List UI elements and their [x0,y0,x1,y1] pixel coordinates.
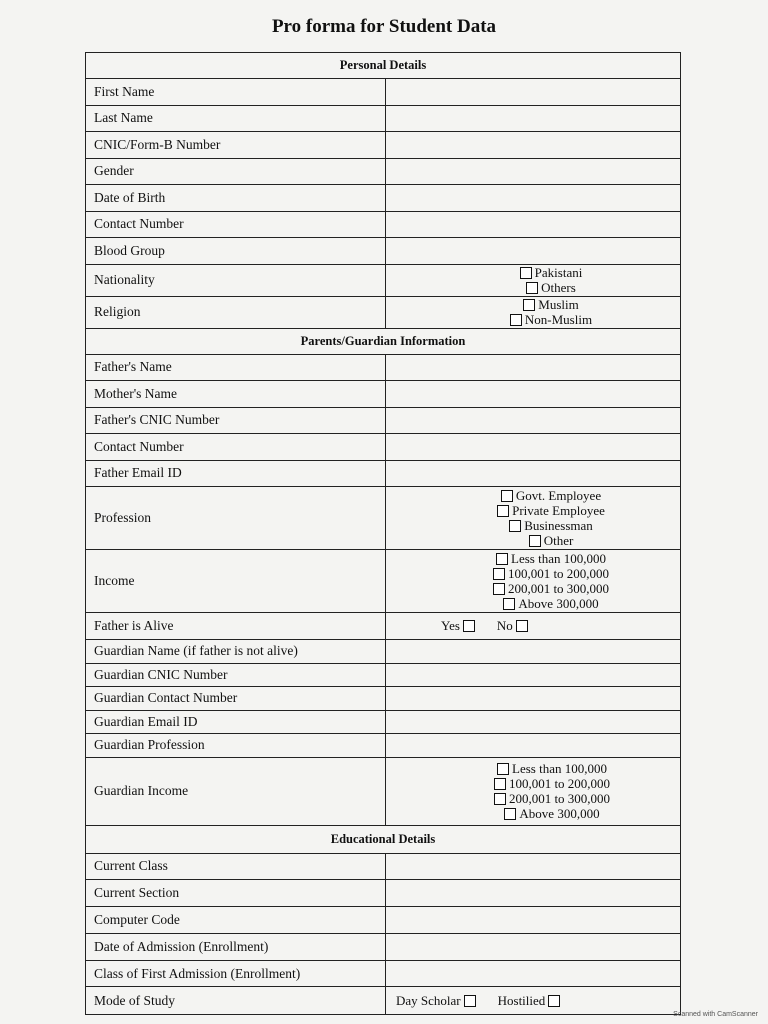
form-row [86,613,680,640]
guardian-profession-field[interactable] [386,734,680,757]
fathers-cnic-field[interactable] [386,408,680,434]
date-of-birth-field[interactable] [386,185,680,211]
form-row [86,132,680,159]
section-educational-details: Educational Details [86,826,680,854]
fathers-name-field[interactable] [386,355,680,381]
form-row [86,381,680,408]
guardian-income-option[interactable]: 200,001 to 300,000 [494,791,610,806]
nationality-options [386,265,680,296]
field-label: Current Class [86,854,386,880]
mothers-name-field[interactable] [386,381,680,407]
field-label: First Name [86,79,386,105]
income-option[interactable]: 200,001 to 300,000 [493,581,609,596]
first-admission-class-field[interactable] [386,961,680,987]
field-label: Income [86,550,386,612]
field-label: Nationality [86,265,386,296]
form-row [86,185,680,212]
field-label: Date of Birth [86,185,386,211]
field-label: Class of First Admission (Enrollment) [86,961,386,987]
field-label: Father Email ID [86,461,386,487]
checkbox[interactable] [497,505,509,517]
form-row [86,408,680,435]
form-row [86,664,680,688]
income-options [386,550,680,612]
form-row [86,487,680,550]
form-row [86,934,680,961]
first-name-field[interactable] [386,79,680,105]
contact-number-field[interactable] [386,212,680,238]
field-label: Guardian Income [86,758,386,825]
form-row [86,907,680,934]
form-row [86,461,680,488]
nationality-option[interactable]: Pakistani [520,265,583,280]
form-row [86,880,680,907]
form-row [86,79,680,106]
mode-of-study-options [386,987,680,1014]
income-option[interactable]: Less than 100,000 [496,551,606,566]
form-row [86,734,680,758]
father-alive-yes[interactable]: Yes [441,618,475,634]
field-label: Father's CNIC Number [86,408,386,434]
checkbox[interactable] [497,763,509,775]
father-alive-no[interactable]: No [497,618,528,634]
form-row [86,758,680,826]
student-form [85,52,681,1015]
checkbox[interactable] [463,620,475,632]
field-label: Gender [86,159,386,185]
checkbox[interactable] [501,490,513,502]
checkbox[interactable] [496,553,508,565]
field-label: Mode of Study [86,987,386,1014]
checkbox[interactable] [529,535,541,547]
checkbox[interactable] [464,995,476,1007]
current-class-field[interactable] [386,854,680,880]
field-label: Religion [86,297,386,328]
form-row [86,355,680,382]
checkbox[interactable] [509,520,521,532]
current-section-field[interactable] [386,880,680,906]
field-label: Guardian Profession [86,734,386,757]
field-label: Computer Code [86,907,386,933]
form-row [86,297,680,329]
page-title: Pro forma for Student Data [271,16,497,37]
income-option[interactable]: Above 300,000 [503,596,598,611]
religion-options [386,297,680,328]
form-row [86,238,680,265]
form-row [86,212,680,239]
form-row [86,550,680,613]
field-label: Contact Number [86,434,386,460]
form-row [86,434,680,461]
nationality-option[interactable]: Others [526,280,576,295]
field-label: Guardian Email ID [86,711,386,734]
field-label: Father is Alive [86,613,386,639]
profession-option[interactable]: Other [529,533,574,548]
profession-option[interactable]: Businessman [509,518,593,533]
field-label: Contact Number [86,212,386,238]
form-row [86,854,680,881]
field-label: Guardian CNIC Number [86,664,386,687]
profession-option[interactable]: Private Employee [497,503,605,518]
guardian-income-option[interactable]: 100,001 to 200,000 [494,776,610,791]
field-label: Guardian Contact Number [86,687,386,710]
form-row [86,687,680,711]
checkbox[interactable] [516,620,528,632]
profession-option[interactable]: Govt. Employee [501,488,601,503]
checkbox[interactable] [504,808,516,820]
guardian-income-option[interactable]: Less than 100,000 [497,761,607,776]
field-label: Guardian Name (if father is not alive) [86,640,386,663]
field-label: Date of Admission (Enrollment) [86,934,386,960]
checkbox[interactable] [493,568,505,580]
guardian-name-field[interactable] [386,640,680,663]
gender-field[interactable] [386,159,680,185]
field-label: Mother's Name [86,381,386,407]
checkbox[interactable] [548,995,560,1007]
cnic-field[interactable] [386,132,680,158]
father-alive-options [386,613,680,639]
form-row [86,159,680,186]
checkbox[interactable] [494,778,506,790]
field-label: Current Section [86,880,386,906]
hostel-option[interactable]: Hostilied [498,993,561,1009]
religion-option[interactable]: Muslim [523,297,578,312]
form-row [86,265,680,297]
checkbox[interactable] [510,314,522,326]
checkbox[interactable] [494,793,506,805]
father-email-field[interactable] [386,461,680,487]
section-parents-guardian: Parents/Guardian Information [86,329,680,355]
last-name-field[interactable] [386,106,680,132]
form-row [86,711,680,735]
parent-contact-field[interactable] [386,434,680,460]
guardian-contact-field[interactable] [386,687,680,710]
field-label: Blood Group [86,238,386,264]
form-row [86,961,680,988]
guardian-income-options [386,758,680,825]
date-of-admission-field[interactable] [386,934,680,960]
religion-option[interactable]: Non-Muslim [510,312,592,327]
guardian-income-option[interactable]: Above 300,000 [504,806,599,821]
form-row [86,640,680,664]
field-label: Father's Name [86,355,386,381]
checkbox[interactable] [503,598,515,610]
scanner-watermark: Scanned with CamScanner [673,1011,758,1018]
checkbox[interactable] [523,299,535,311]
field-label: CNIC/Form-B Number [86,132,386,158]
profession-options [386,487,680,549]
day-scholar-option[interactable]: Day Scholar [396,993,476,1009]
income-option[interactable]: 100,001 to 200,000 [493,566,609,581]
guardian-cnic-field[interactable] [386,664,680,687]
checkbox[interactable] [526,282,538,294]
computer-code-field[interactable] [386,907,680,933]
guardian-email-field[interactable] [386,711,680,734]
field-label: Profession [86,487,386,549]
field-label: Last Name [86,106,386,132]
checkbox[interactable] [520,267,532,279]
section-personal-details: Personal Details [86,53,680,79]
form-row [86,106,680,133]
checkbox[interactable] [493,583,505,595]
blood-group-field[interactable] [386,238,680,264]
form-row [86,987,680,1014]
